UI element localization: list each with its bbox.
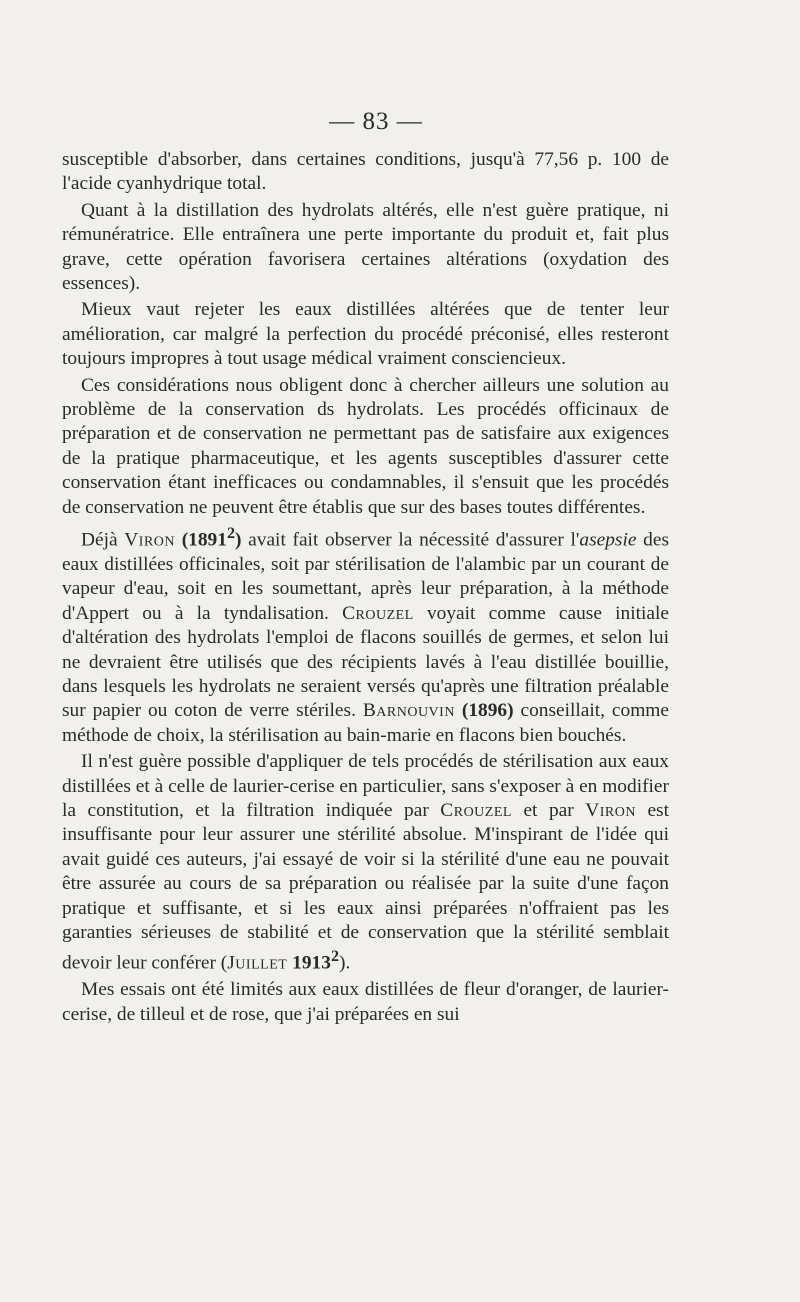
p5-text-g: conseillait, comme méthode de choix, la stérilisation au bain-marie en flacons bien bouchés. — [62, 700, 669, 746]
author-viron-2: Viron — [585, 800, 636, 822]
paragraph-5 — [62, 522, 669, 748]
citation-year-1913: 1913 — [292, 952, 331, 974]
p5-text-a: Déjà — [81, 529, 125, 551]
p6-text-b: et par — [511, 800, 586, 822]
p5-text-f — [455, 700, 462, 721]
paragraph-3: Mieux vaut rejeter les eaux distillées altérées que de tenter leur amélioration, car malgré la perfection du procédé préconisé, elles resteront toujours impropres à tout usage médical vraiment consciencieux. — [62, 299, 669, 370]
author-crouzel-2: Crouzel — [440, 800, 512, 822]
author-juillet: Juillet — [227, 952, 288, 974]
citation-year-close: ) — [235, 529, 242, 551]
citation-year-1891: (1891 — [181, 529, 227, 551]
citation-year-1896: (1896) — [461, 700, 514, 722]
body-text — [62, 148, 669, 1027]
p5-text-b — [175, 530, 182, 551]
footnote-ref-1: 2 — [226, 525, 236, 543]
author-barnouvin: Barnouvin — [362, 700, 455, 722]
author-viron: Viron — [124, 529, 176, 551]
paragraph-1: susceptible d'absorber, dans certaines conditions, jusqu'à 77,56 p. 100 de l'acide cyanhydrique total. — [62, 149, 669, 195]
p6-text-c: est insuffisante pour leur assurer une stérilité absolue. M'inspirant de l'idée qui avait guidé ces auteurs, j'ai essayé de voir si la stérilité d'une eau ne pouvait être assurée au cours de sa préparation ou réalisée par la suite d'une façon pratique et suffisante, et si les eaux ainsi préparées n'offraient pas les garanties sérieuses de stabilité et de conservation que la stérilité semblait devoir leur conférer ( — [62, 800, 669, 974]
p6-text-a: Il n'est guère possible d'appliquer de tels procédés de stérilisation aux eaux distillées et à celle de laurier-cerise en particulier, sans s'exposer à en modifier la constitution, et la filtration indiquée par — [62, 751, 669, 822]
paragraph-2: Quant à la distillation des hydrolats altérés, elle n'est guère pratique, ni rémunératrice. Elle entraînera une perte importante du produit et, fait plus grave, cette opération favorisera certaines altérations (oxydation des essences). — [62, 199, 669, 295]
author-crouzel: Crouzel — [342, 602, 414, 624]
footnote-ref-2: 2 — [330, 948, 340, 966]
page-number: — 83 — — [329, 108, 423, 135]
term-asepsie: asepsie — [579, 529, 637, 551]
paragraph-6 — [62, 750, 669, 976]
p6-text-e: ). — [339, 952, 351, 974]
paragraph-7: Mes essais ont été limités aux eaux distillées de fleur d'oranger, de laurier-cerise, de tilleul et de rose, que j'ai préparées en sui — [62, 979, 669, 1025]
paragraph-4: Ces considérations nous obligent donc à chercher ailleurs une solution au problème de la conservation ds hydrolats. Les procédés officinaux de préparation et de conservation ne permettant pas de satisfaire aux exigences de la pratique pharmaceutique, et les agents susceptibles d'assurer cette conservation étant inefficaces ou condamnables, il s'ensuit que les procédés de conservation ne peuvent être établis que sur des bases toutes différentes. — [62, 374, 669, 518]
p5-text-e: voyait comme cause initiale d'altération des hydrolats l'emploi de flacons souillés de germes, et selon lui ne devraient être utilisés que des récipients lavés à l'eau distillée bouillie, dans lesquels les hydrolats ne seraient versés qu'après une filtration préalable sur papier ou coton de verre stériles. — [62, 602, 669, 722]
p5-text-d: des eaux distillées officinales, soit par stérilisation de l'alambic par un courant de vapeur d'eau, soit en les soumettant, après leur préparation, à la méthode d'Appert ou à la tyndalisation. — [62, 529, 669, 624]
p5-text-c: avait fait observer la nécessité d'assurer l' — [241, 529, 580, 551]
